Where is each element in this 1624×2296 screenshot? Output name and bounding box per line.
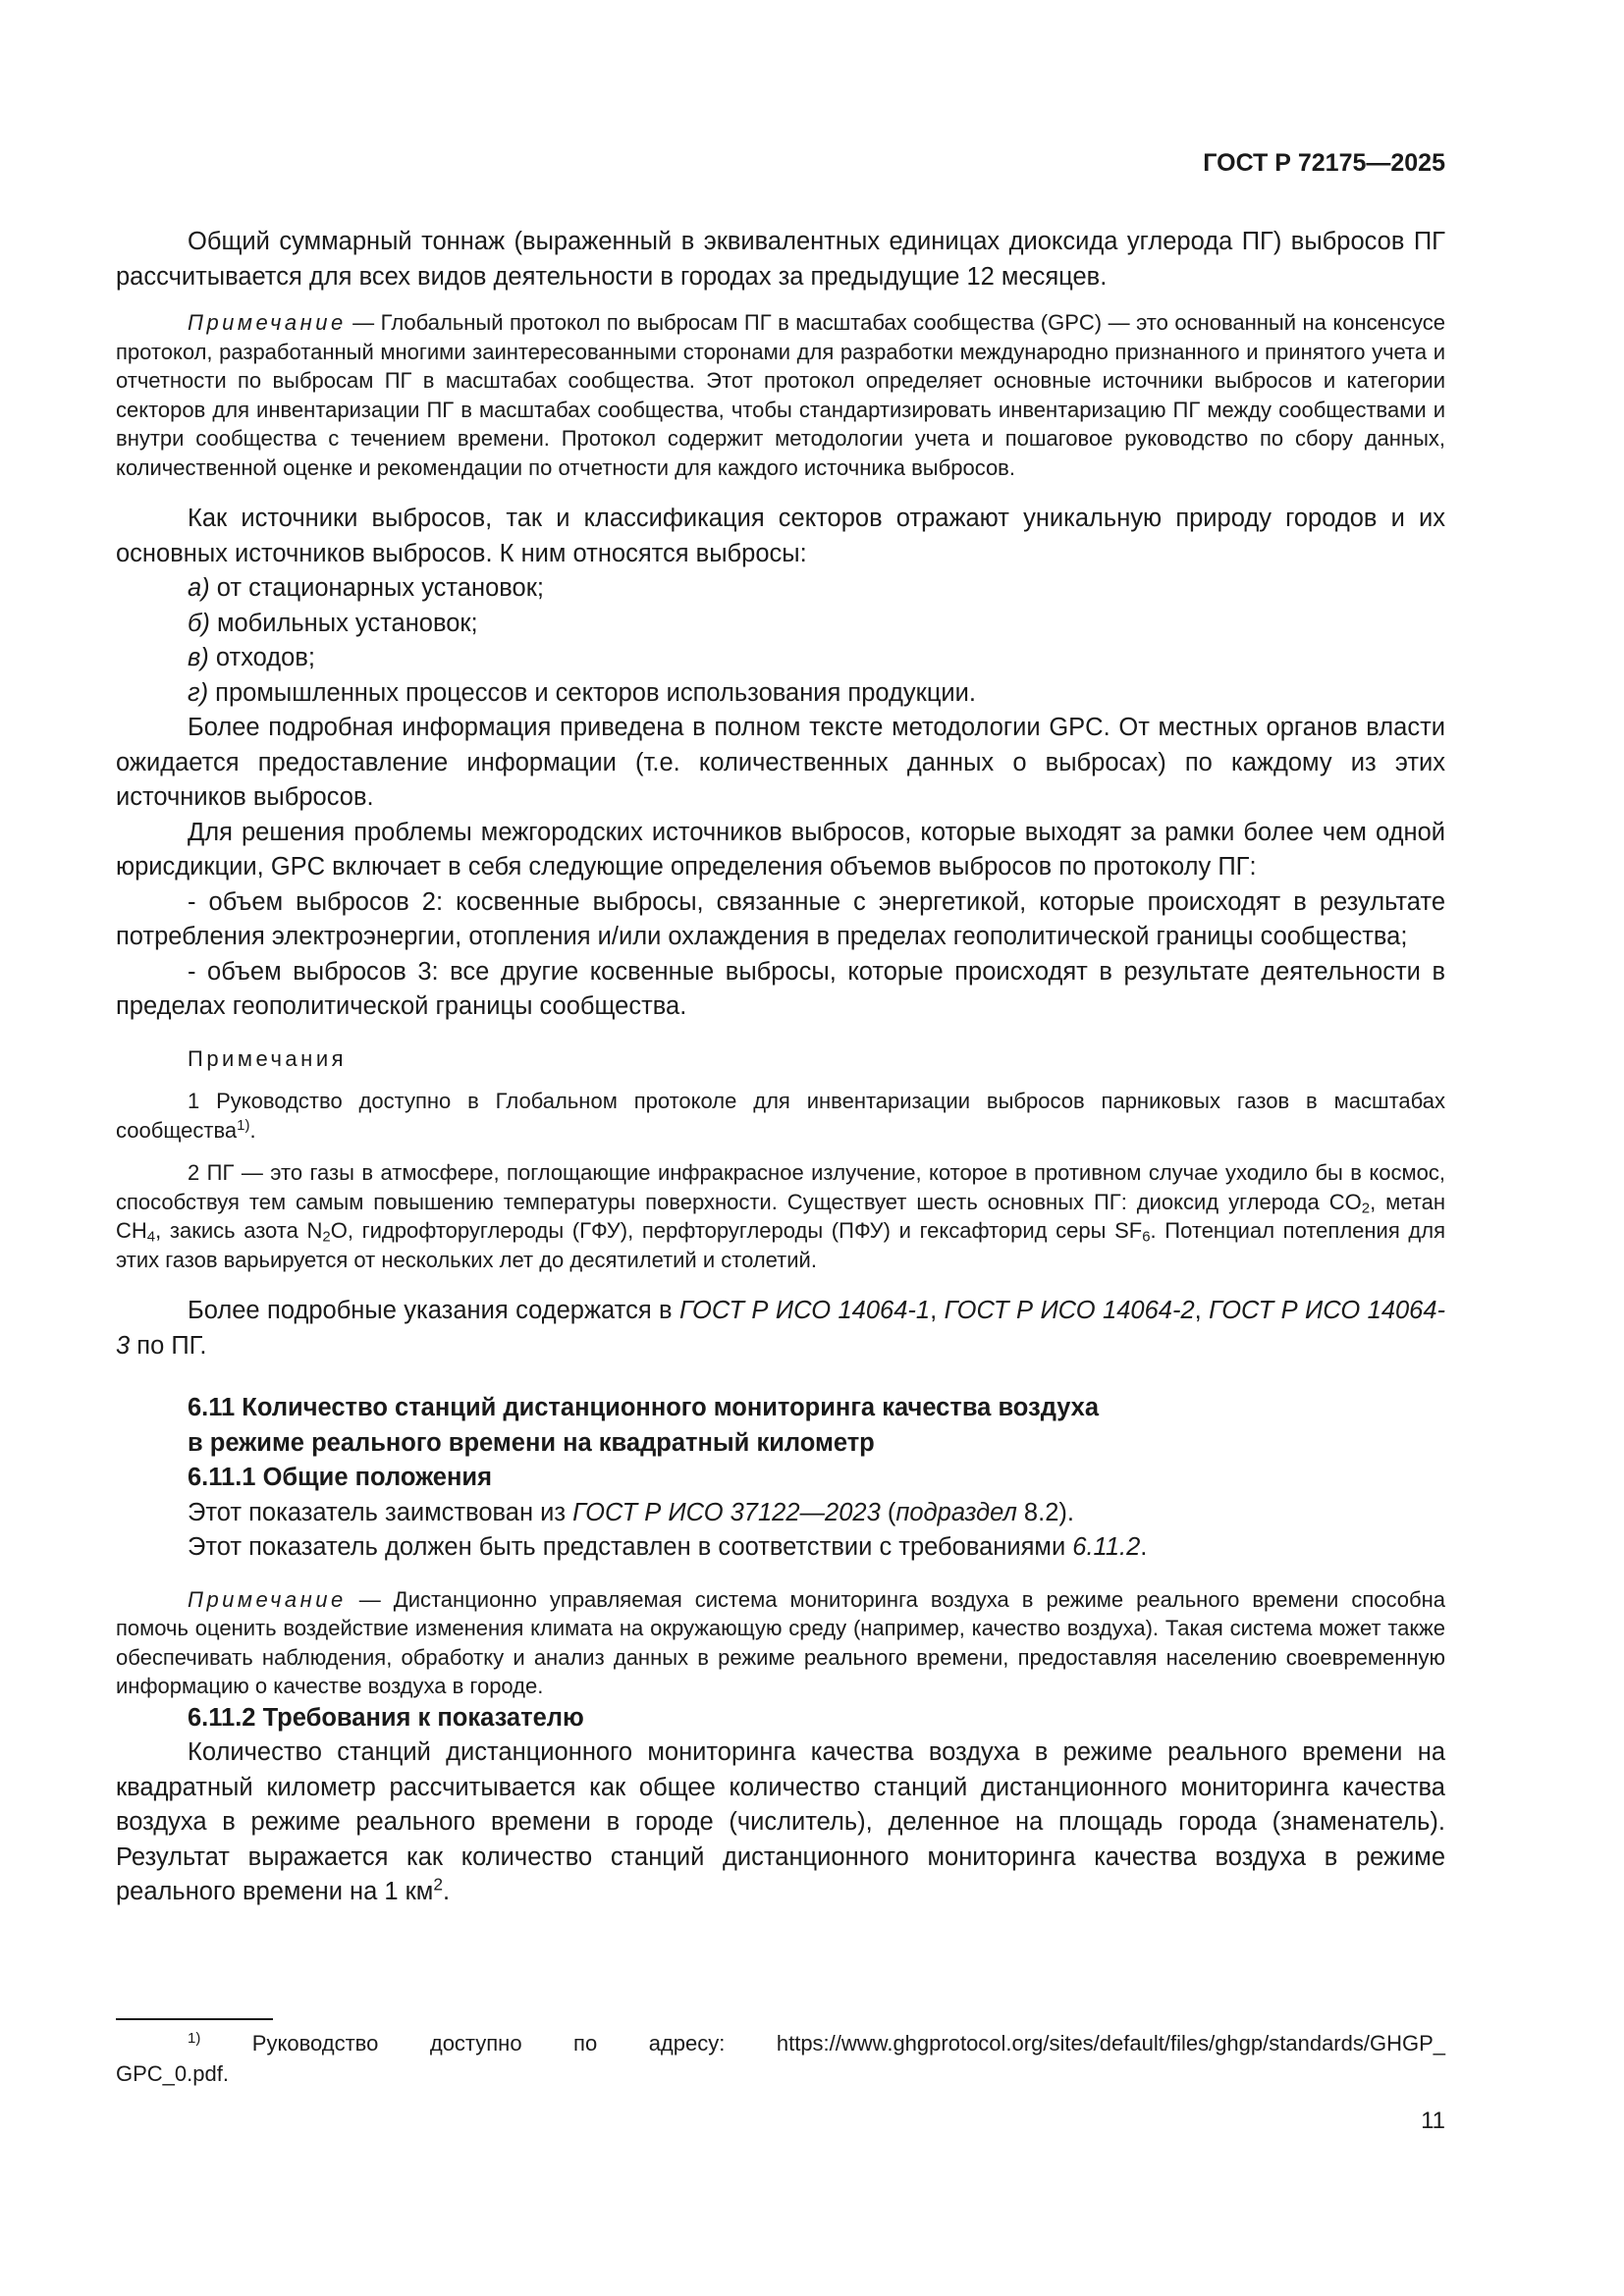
list-marker: в): [188, 644, 209, 671]
note-text: — Глобальный протокол по выбросам ПГ в масштабах сообщества (GPC) — это основанный на консенсусе протокол, разработанный многими заинтересованными сторонами для разработки международно признанного и принятого учета и отчетности по выбросам ПГ в масштабах сообщества. Этот протокол определяет основные источники выбросов и категории секторов для инвентаризации ПГ в масштабах сообщества, чтобы стандартизировать инвентаризацию ПГ между сообществами и внутри сообщества с течением времени. Протокол содержит методологии учета и пошаговое руководство по сбору данных, количественной оценке и рекомендации по отчетности для каждого источника выбросов.: [116, 310, 1445, 480]
list-text: мобильных установок;: [216, 609, 478, 637]
superscript: 2: [433, 1874, 443, 1895]
footnote-ref: 1): [237, 1116, 250, 1134]
text: .: [1140, 1533, 1148, 1561]
paragraph-total-tonnage: Общий суммарный тоннаж (выраженный в эквивалентных единицах диоксида углерода ПГ) выбросов ПГ рассчитывается для всех видов деятельности в городах за предыдущие 12 месяцев.: [116, 228, 1445, 291]
note-gpc: [116, 308, 1445, 482]
list-text: промышленных процессов и секторов использования продукции.: [215, 678, 977, 707]
text: Количество станций дистанционного мониторинга качества воздуха в режиме реального времени на квадратный километр рассчитывается как общее количество станций дистанционного мониторинга качества воздуха в режиме реального времени в городе (числитель), деленное на площадь города (знаменатель). Результат выражается как количество станций дистанционного мониторинга качества воздуха в режиме реального времени на 1 км: [116, 1738, 1445, 1905]
note-1-text: 1 Руководство доступно в Глобальном протоколе для инвентаризации выбросов парниковых газов в масштабах сообщества: [116, 1089, 1445, 1143]
note-label: Примечание: [188, 1586, 347, 1612]
footnote-marker: 1): [188, 2029, 201, 2047]
document-code: ГОСТ Р 72175—2025: [1203, 149, 1445, 177]
note-1-end: .: [249, 1117, 256, 1143]
paragraph-indicator-requirements: [116, 1735, 1445, 1910]
text: Этот показатель должен быть представлен в соответствии с требованиями: [188, 1533, 1073, 1561]
paragraph-borrowed: [116, 1496, 1445, 1531]
section-6-11-heading: [116, 1391, 1445, 1461]
subscript: 4: [146, 1228, 156, 1246]
paragraph-references: [116, 1294, 1445, 1363]
footnote: [116, 2028, 1445, 2089]
note-2: [116, 1158, 1445, 1274]
refs-text: ,: [930, 1297, 945, 1324]
page-content: [116, 225, 1445, 1910]
list-marker: г): [188, 678, 209, 707]
paragraph-more-info: Более подробная информация приведена в полном тексте методологии GPC. От местных органов власти ожидается предоставление информации (т.е. количественных данных о выбросах) по каждому из этих источников выбросов.: [116, 714, 1445, 811]
footnote-text: GPC_0.pdf.: [116, 2061, 229, 2086]
note-1: [116, 1087, 1445, 1145]
notes-label: Примечания: [188, 1045, 348, 1071]
reference-link: ГОСТ Р ИСО 37122—2023: [572, 1498, 881, 1526]
list-marker: б): [188, 609, 210, 637]
page-number: 11: [1421, 2108, 1445, 2134]
text: подраздел: [895, 1498, 1017, 1526]
reference-link: ГОСТ Р ИСО 14064-3: [116, 1297, 1446, 1360]
note-2-text: , метан CH: [116, 1189, 1445, 1243]
subscript: 2: [322, 1228, 331, 1246]
reference-link: ГОСТ Р ИСО 14064-2: [944, 1297, 1195, 1324]
list-text: от стационарных установок;: [216, 574, 544, 602]
paragraph-sources: Как источники выбросов, так и классификация секторов отражают уникальную природу городов и их основных источников выбросов. К ним относятся выбросы:: [116, 505, 1445, 567]
section-title-line: в режиме реального времени на квадратный километр: [188, 1428, 875, 1457]
refs-text: по ПГ.: [130, 1331, 207, 1360]
paragraph-scope-2: - объем выбросов 2: косвенные выбросы, связанные с энергетикой, которые происходят в результате потребления электроэнергии, отопления и/или охлаждения в пределах геополитической границы сообщества;: [116, 887, 1445, 950]
footnote-divider: [116, 2018, 273, 2020]
footnote-text: Руководство доступно по адресу: https://www.ghgprotocol.org/sites/default/files/ghgp/standards/GHGP_: [200, 2031, 1445, 2056]
list-item: [116, 571, 1445, 607]
text: (: [880, 1498, 896, 1526]
list-text: отходов;: [215, 644, 315, 671]
paragraph-requirements-ref: [116, 1530, 1445, 1566]
text: Этот показатель заимствован из: [188, 1498, 573, 1526]
reference-link: 6.11.2: [1072, 1533, 1141, 1561]
note-text: — Дистанционно управляемая система мониторинга воздуха в режиме реального времени способна помочь оценить воздействие изменения климата на окружающую среду (например, качество воздуха). Такая система может также обеспечивать наблюдения, обработку и анализ данных в режиме реального времени, предоставляя населению своевременную информацию о качестве воздуха в городе.: [116, 1586, 1445, 1698]
note-2-text: O, гидрофторуглероды (ГФУ), перфторуглероды (ПФУ) и гексафторид серы SF: [330, 1218, 1143, 1243]
note-2-text: . Потенциал потепления для этих газов варьируется от нескольких лет до десятилетий и столетий.: [116, 1218, 1445, 1272]
list-item: [116, 676, 1445, 712]
paragraph-scope-3: - объем выбросов 3: все другие косвенные выбросы, которые происходят в результате деятельности в пределах геополитической границы сообщества.: [116, 957, 1445, 1020]
note-2-text: , закись азота N: [155, 1218, 323, 1243]
list-marker: а): [188, 574, 210, 602]
note-2-text: 2 ПГ — это газы в атмосфере, поглощающие инфракрасное излучение, которое в противном случае уходило бы в космос, способствуя тем самым повышению температуры поверхности. Существует шесть основных ПГ: диоксид углерода CO: [116, 1160, 1445, 1214]
text: 8.2).: [1016, 1498, 1074, 1526]
refs-text: ,: [1194, 1297, 1210, 1324]
subscript: 6: [1142, 1228, 1151, 1246]
note-monitoring: [116, 1585, 1445, 1701]
text: .: [442, 1878, 451, 1905]
subsection-6-11-1-title: 6.11.1 Общие положения: [188, 1464, 492, 1491]
reference-link: ГОСТ Р ИСО 14064-1: [679, 1297, 931, 1324]
refs-text: Более подробные указания содержатся в: [188, 1297, 680, 1324]
list-item: [116, 607, 1445, 642]
subsection-6-11-2-title: 6.11.2 Требования к показателю: [188, 1703, 584, 1732]
notes-heading: [116, 1044, 1445, 1074]
note-label: Примечание: [188, 310, 347, 335]
list-item: [116, 641, 1445, 676]
paragraph-solution: Для решения проблемы межгородских источников выбросов, которые выходят за рамки более чем одной юрисдикции, GPC включает в себя следующие определения объемов выбросов по протоколу ПГ:: [116, 818, 1445, 881]
section-title-line: 6.11 Количество станций дистанционного мониторинга качества воздуха: [188, 1394, 1100, 1421]
subscript: 2: [1361, 1200, 1371, 1217]
